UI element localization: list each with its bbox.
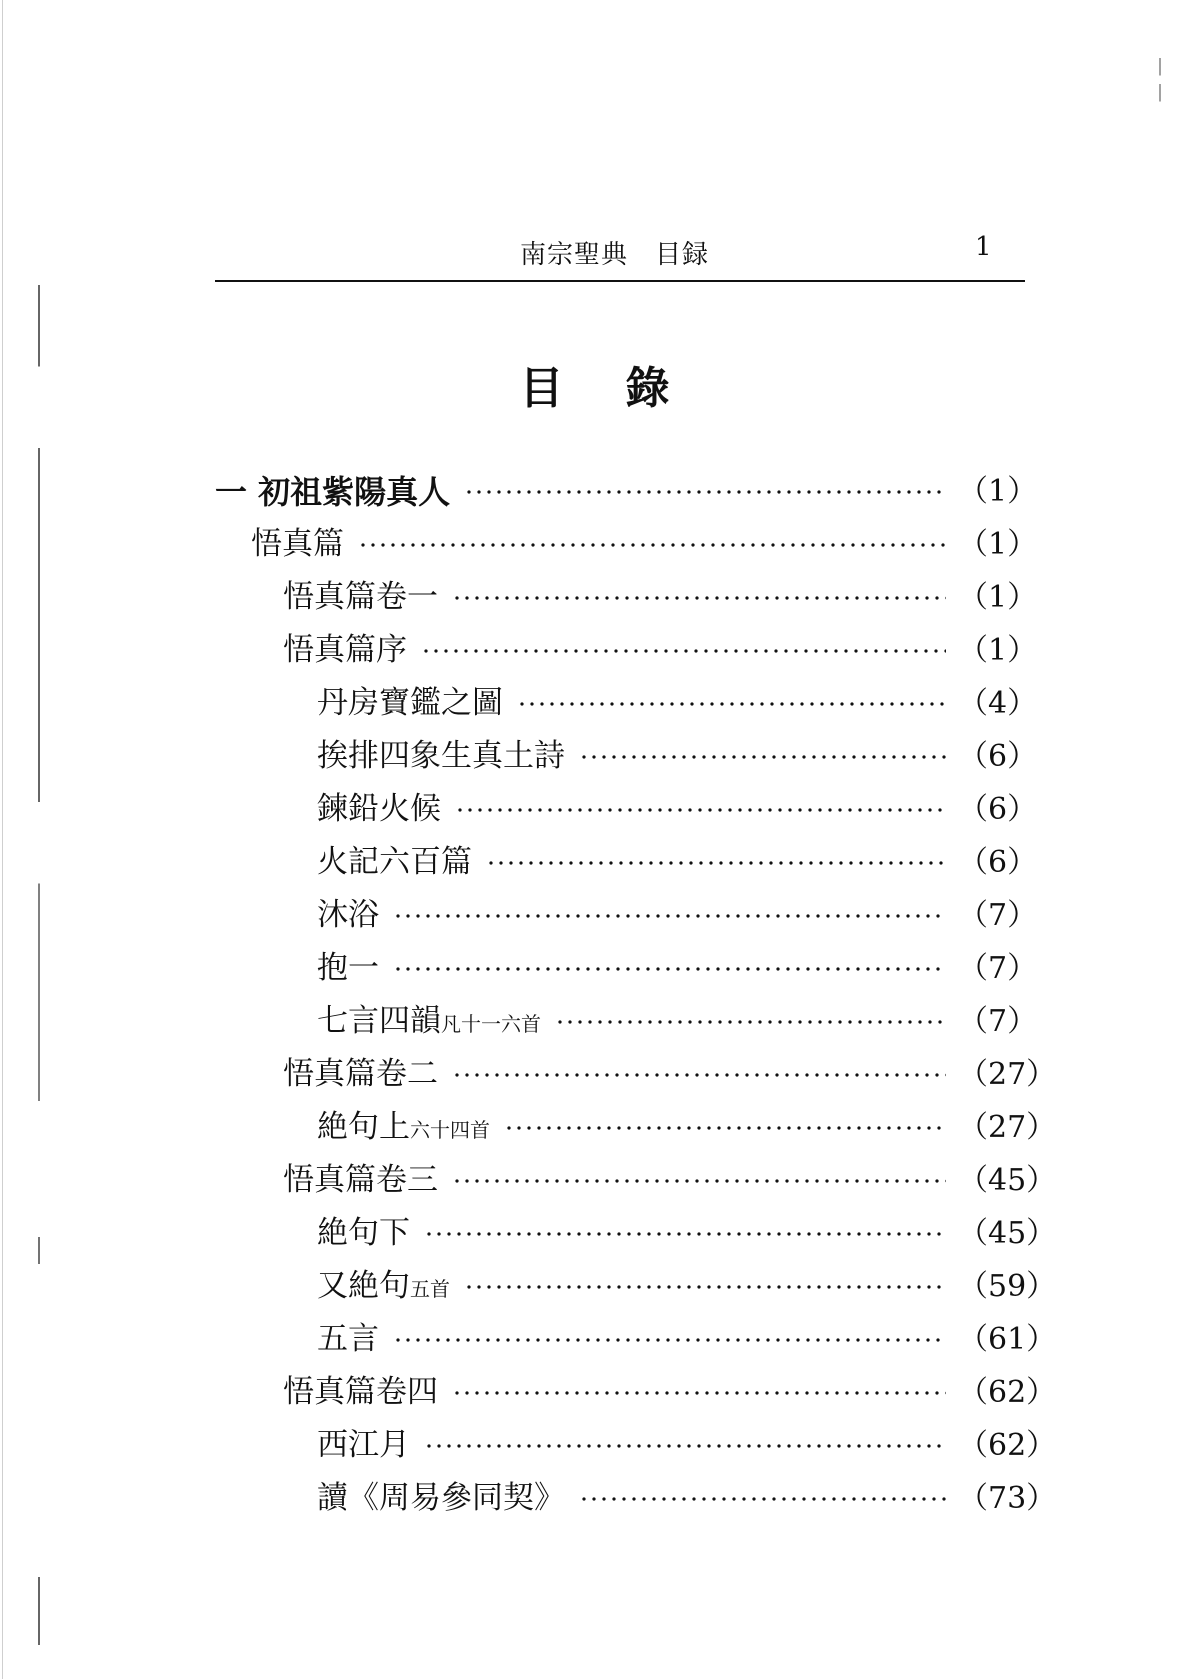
running-title: 南宗聖典 目録 — [520, 240, 710, 270]
toc-entry-label — [215, 472, 451, 511]
dot-leader — [464, 488, 946, 496]
dot-leader — [486, 859, 946, 867]
toc-entry[interactable] — [215, 518, 1038, 571]
toc-entry[interactable] — [215, 1366, 1057, 1419]
dot-leader — [393, 912, 946, 920]
toc-entry-title: 悟真篇 — [251, 526, 344, 562]
toc-entry[interactable] — [215, 889, 1038, 942]
dot-leader — [579, 753, 946, 761]
toc-entry[interactable] — [215, 1419, 1057, 1472]
toc-entry-page: （59） — [958, 1268, 1057, 1304]
scan-binding-shadow — [38, 285, 40, 1645]
toc-entry[interactable] — [215, 1101, 1057, 1154]
toc-entry-label — [317, 950, 379, 986]
toc-entry[interactable] — [215, 1154, 1057, 1207]
toc-entry[interactable] — [215, 1260, 1057, 1313]
toc-entry-label — [317, 1109, 490, 1145]
table-of-contents — [215, 465, 1057, 1525]
toc-entry-page: （1） — [958, 632, 1038, 668]
toc-entry[interactable] — [215, 465, 1038, 518]
toc-entry-page: （6） — [958, 844, 1038, 880]
toc-entry-page: （62） — [958, 1427, 1057, 1463]
toc-entry-title: 悟真篇序 — [283, 632, 407, 668]
toc-entry-title: 悟真篇卷四 — [283, 1374, 438, 1410]
dot-leader — [452, 1389, 946, 1397]
toc-entry-title: 西江月 — [317, 1427, 410, 1463]
toc-entry-page: （45） — [958, 1215, 1057, 1251]
toc-entry-label — [317, 1427, 410, 1463]
toc-entry-label — [283, 1162, 438, 1198]
toc-entry-label — [251, 526, 344, 562]
dot-leader — [555, 1018, 946, 1026]
dot-leader — [393, 965, 946, 973]
toc-entry-title: 丹房寶鑑之圖 — [317, 685, 503, 721]
toc-entry-label — [283, 1056, 438, 1092]
page-title: 目錄 — [519, 363, 732, 414]
dot-leader — [504, 1124, 946, 1132]
toc-entry-note: 凡十一六首 — [441, 1012, 541, 1036]
dot-leader — [424, 1442, 946, 1450]
toc-entry[interactable] — [215, 730, 1038, 783]
toc-entry[interactable] — [215, 1048, 1057, 1101]
toc-entry[interactable] — [215, 1313, 1057, 1366]
toc-entry-page: （7） — [958, 1003, 1038, 1039]
toc-entry-page: （62） — [958, 1374, 1057, 1410]
toc-entry-title: 讀《周易參同契》 — [317, 1480, 565, 1516]
toc-entry-note: 六十四首 — [410, 1118, 490, 1142]
toc-entry-title: 鍊鉛火候 — [317, 791, 441, 827]
toc-entry-page: （7） — [958, 950, 1038, 986]
dot-leader — [517, 700, 946, 708]
toc-entry-title: 悟真篇卷三 — [283, 1162, 438, 1198]
toc-entry-page: （6） — [958, 738, 1038, 774]
dot-leader — [358, 541, 946, 549]
toc-entry-page: （45） — [958, 1162, 1057, 1198]
dot-leader — [421, 647, 946, 655]
toc-entry[interactable] — [215, 995, 1038, 1048]
toc-entry-page: （1） — [958, 579, 1038, 615]
toc-entry-page: （61） — [958, 1321, 1057, 1357]
dot-leader — [452, 1071, 946, 1079]
toc-entry-title: 五言 — [317, 1321, 379, 1357]
toc-entry-page: （73） — [958, 1480, 1057, 1516]
toc-entry-label — [317, 1480, 565, 1516]
scan-speck — [1159, 58, 1161, 116]
toc-entry-title: 絶句上 — [317, 1109, 410, 1145]
toc-entry-page: （27） — [958, 1056, 1057, 1092]
toc-entry-title: 抱一 — [317, 950, 379, 986]
toc-entry-label — [317, 685, 503, 721]
dot-leader — [579, 1495, 946, 1503]
toc-entry-title: 悟真篇卷二 — [283, 1056, 438, 1092]
toc-entry-title: 一 初祖紫陽真人 — [215, 472, 451, 511]
toc-entry-page: （7） — [958, 897, 1038, 933]
toc-entry-page: （4） — [958, 685, 1038, 721]
toc-entry-label — [283, 579, 438, 615]
toc-entry-label — [317, 897, 379, 933]
toc-entry-label — [317, 1003, 541, 1039]
toc-entry-title: 火記六百篇 — [317, 844, 472, 880]
page-edge — [2, 0, 3, 1679]
toc-entry[interactable] — [215, 677, 1038, 730]
toc-entry-page: （27） — [958, 1109, 1057, 1145]
toc-entry-label — [317, 1321, 379, 1357]
dot-leader — [393, 1336, 946, 1344]
toc-entry-page: （1） — [958, 473, 1038, 509]
running-header — [215, 228, 1025, 268]
dot-leader — [452, 1177, 946, 1185]
page-number: 1 — [975, 232, 992, 262]
toc-entry-title: 悟真篇卷一 — [283, 579, 438, 615]
toc-entry-note: 五首 — [410, 1277, 450, 1301]
dot-leader — [455, 806, 946, 814]
toc-entry-label — [317, 844, 472, 880]
toc-entry-label — [317, 738, 565, 774]
toc-entry-page: （1） — [958, 526, 1038, 562]
toc-entry-label — [317, 791, 441, 827]
toc-entry-label — [317, 1215, 410, 1251]
toc-entry[interactable] — [215, 1472, 1057, 1525]
toc-entry-title: 絶句下 — [317, 1215, 410, 1251]
toc-entry-label — [283, 1374, 438, 1410]
toc-entry-title: 又絶句 — [317, 1268, 410, 1304]
dot-leader — [452, 594, 946, 602]
toc-entry-label — [283, 632, 407, 668]
header-rule — [215, 280, 1025, 282]
toc-entry[interactable] — [215, 1207, 1057, 1260]
toc-entry[interactable] — [215, 942, 1038, 995]
toc-entry-title: 沐浴 — [317, 897, 379, 933]
dot-leader — [464, 1283, 946, 1291]
toc-entry[interactable] — [215, 783, 1038, 836]
toc-entry[interactable] — [215, 836, 1038, 889]
toc-entry[interactable] — [215, 624, 1038, 677]
toc-entry[interactable] — [215, 571, 1038, 624]
dot-leader — [424, 1230, 946, 1238]
toc-entry-title: 挨排四象生真土詩 — [317, 738, 565, 774]
toc-entry-title: 七言四韻 — [317, 1003, 441, 1039]
toc-entry-page: （6） — [958, 791, 1038, 827]
toc-entry-label — [317, 1268, 450, 1304]
